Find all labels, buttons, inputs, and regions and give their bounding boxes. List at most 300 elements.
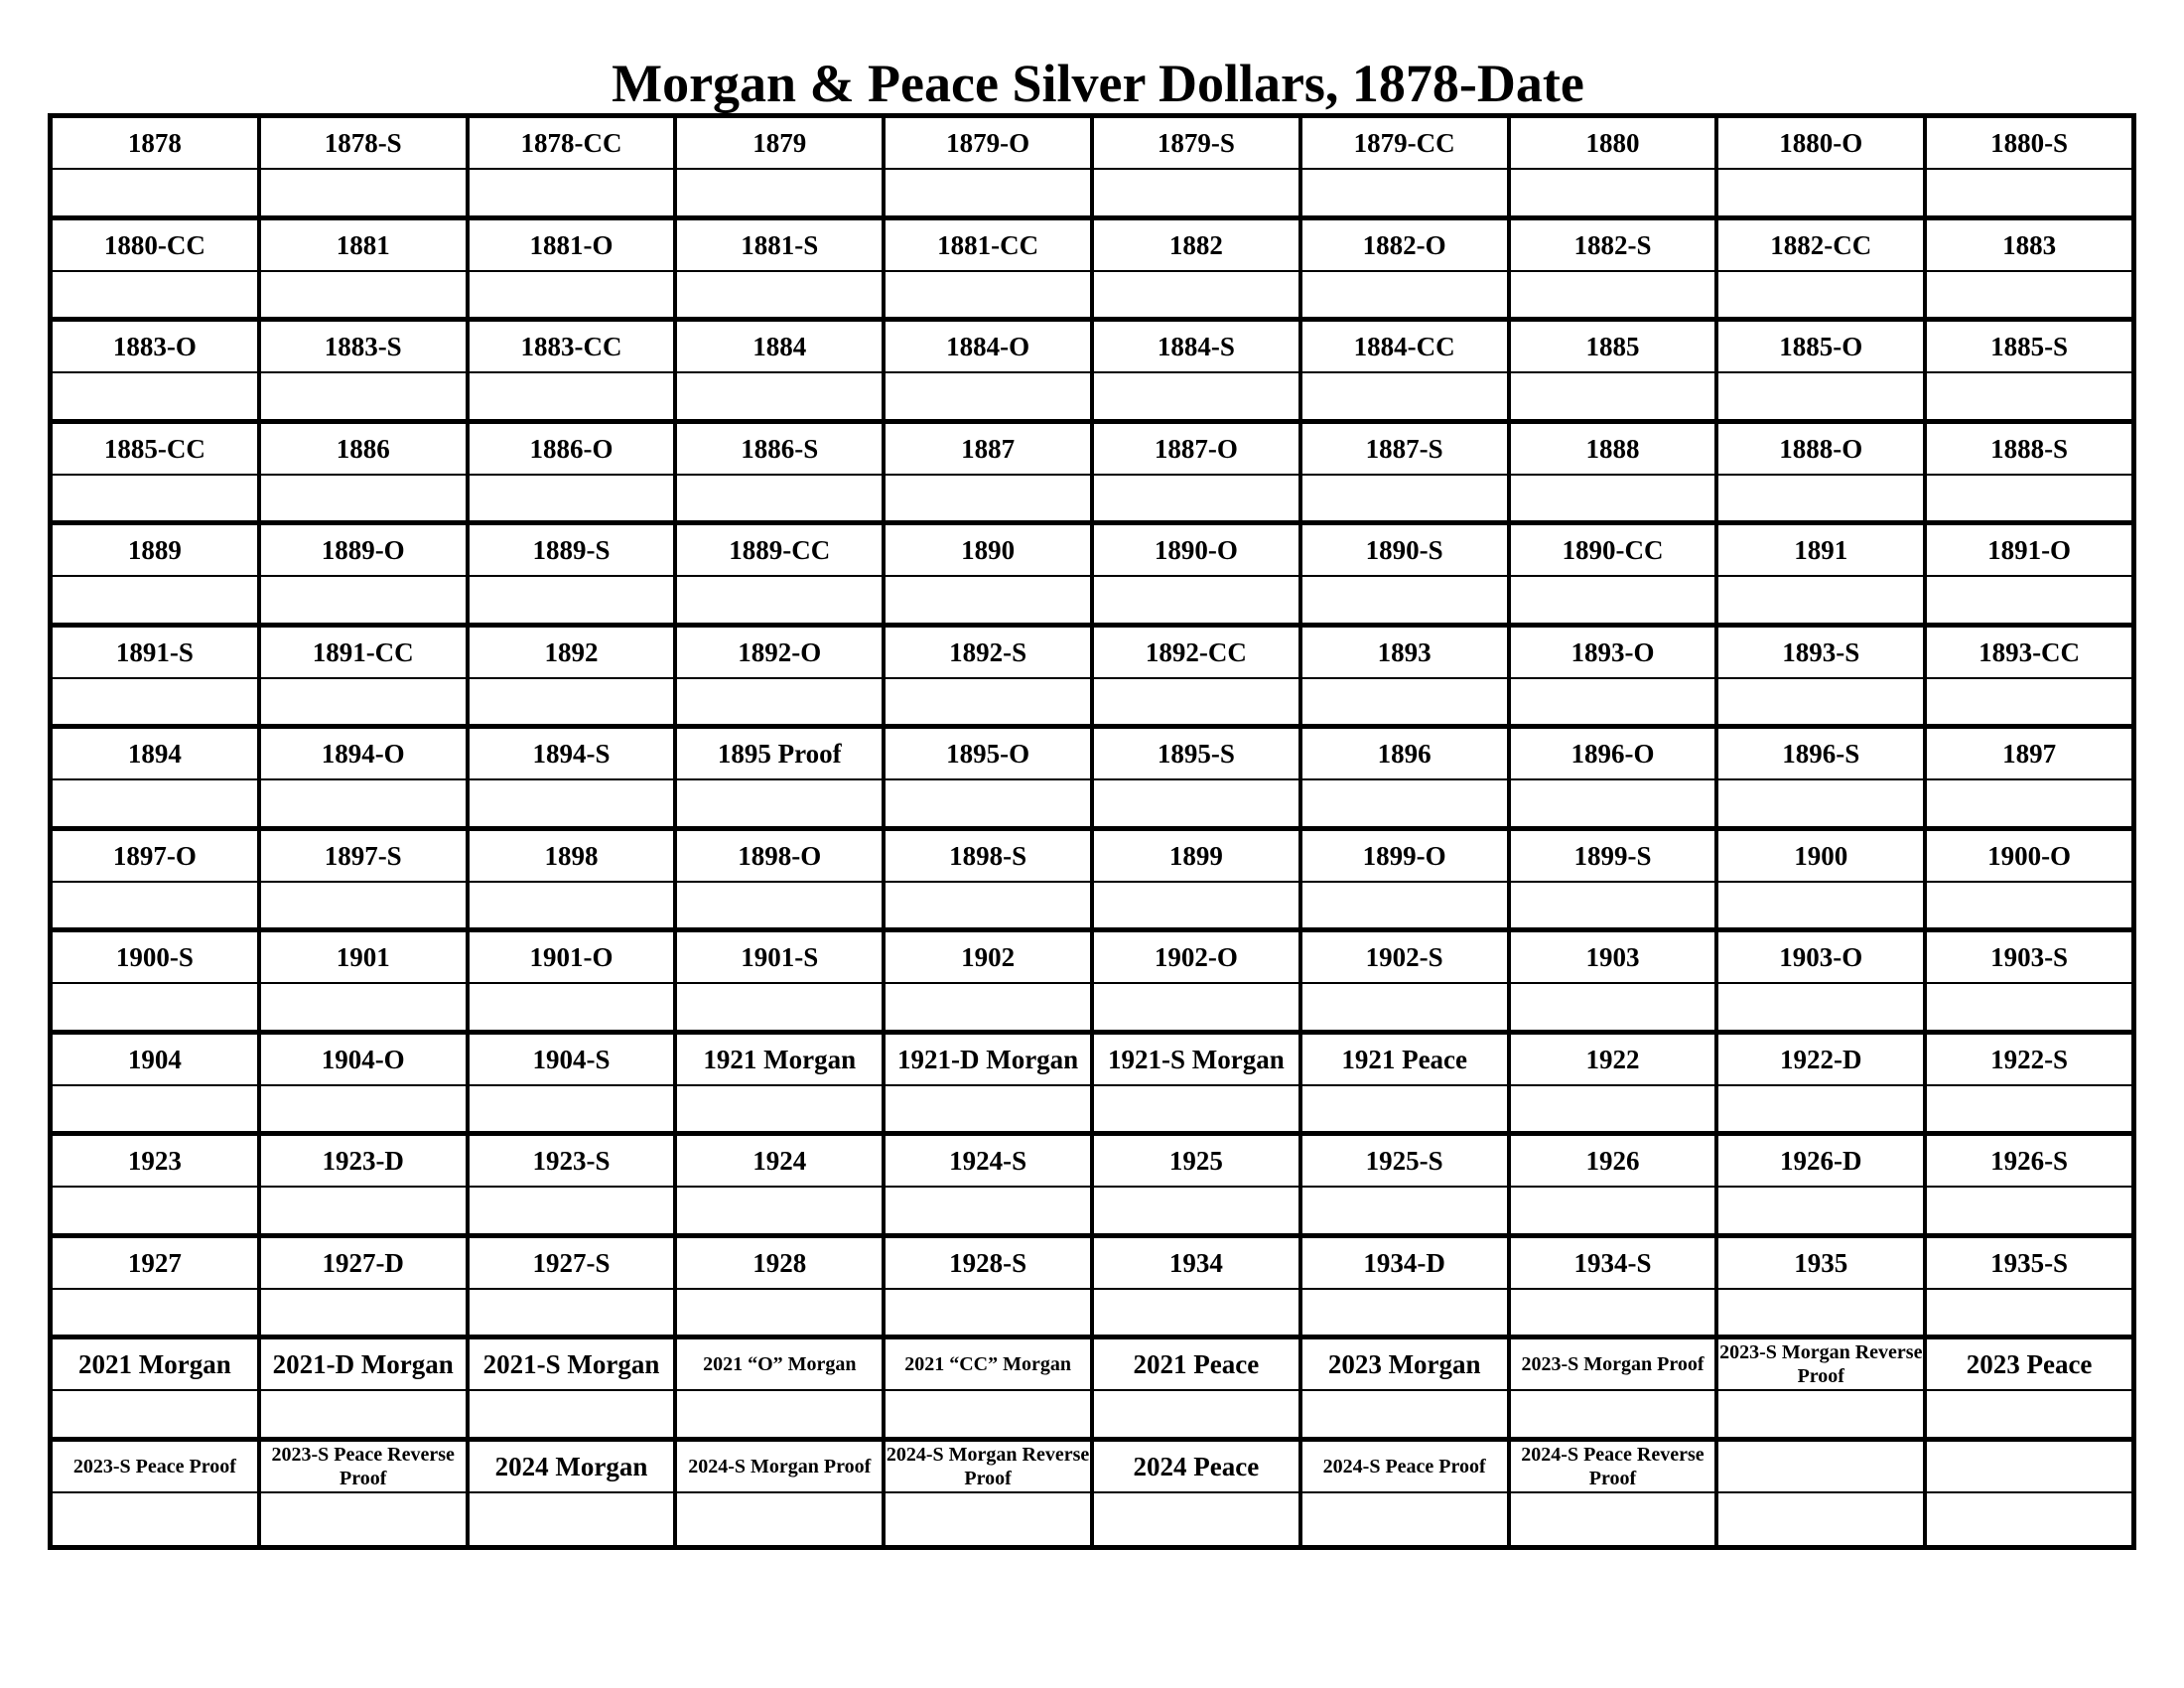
coin-label: 1893	[1302, 628, 1507, 679]
coin-entry-blank	[677, 780, 882, 826]
table-row	[53, 424, 2131, 526]
table-row	[53, 932, 2131, 1035]
coin-label: 1887	[886, 424, 1090, 476]
coin-entry-blank	[53, 780, 257, 826]
coin-entry-blank	[677, 883, 882, 928]
coin-label: 1881-S	[677, 220, 882, 272]
coin-cell	[677, 1136, 886, 1233]
coin-entry-blank	[1718, 373, 1923, 419]
coin-cell	[1094, 932, 1302, 1030]
coin-label: 1881	[261, 220, 466, 272]
coin-entry-blank	[53, 272, 257, 318]
coin-entry-blank	[1094, 577, 1298, 623]
coin-label: 1923-S	[470, 1136, 674, 1188]
coin-cell	[1511, 118, 1719, 215]
coin-entry-blank	[1718, 1290, 1923, 1336]
coin-entry-blank	[1511, 170, 1715, 215]
coin-entry-blank	[470, 780, 674, 826]
coin-label: 1878	[53, 118, 257, 170]
coin-entry-blank	[470, 1391, 674, 1437]
coin-entry-blank	[886, 1188, 1090, 1233]
coin-label: 1886	[261, 424, 466, 476]
coin-cell	[886, 831, 1094, 928]
coin-cell	[53, 1136, 261, 1233]
coin-cell	[1511, 1339, 1719, 1437]
table-row	[53, 220, 2131, 323]
coin-label: 1921-D Morgan	[886, 1035, 1090, 1086]
coin-entry-blank	[886, 272, 1090, 318]
coin-label: 1884-S	[1094, 322, 1298, 373]
coin-entry-blank	[470, 883, 674, 928]
coin-entry-blank	[1302, 984, 1507, 1030]
table-row	[53, 1238, 2131, 1340]
coin-cell	[1927, 1442, 2131, 1545]
coin-entry-blank	[470, 1493, 674, 1545]
coin-entry-blank	[470, 373, 674, 419]
coin-label: 1890	[886, 525, 1090, 577]
coin-entry-blank	[261, 984, 466, 1030]
coin-label: 1897-O	[53, 831, 257, 883]
coin-cell	[1511, 1136, 1719, 1233]
coin-cell	[1718, 118, 1927, 215]
coin-cell	[677, 1339, 886, 1437]
coin-cell	[53, 1238, 261, 1336]
coin-entry-blank	[886, 170, 1090, 215]
coin-label: 1879-CC	[1302, 118, 1507, 170]
coin-cell	[1927, 831, 2131, 928]
coin-cell	[261, 1136, 470, 1233]
coin-entry-blank	[1718, 1493, 1923, 1545]
coin-entry-blank	[677, 1290, 882, 1336]
coin-cell	[1511, 1035, 1719, 1132]
coin-cell	[470, 1136, 678, 1233]
coin-cell	[53, 525, 261, 623]
coin-cell	[677, 1238, 886, 1336]
coin-cell	[261, 1339, 470, 1437]
coin-entry-blank	[53, 883, 257, 928]
coin-entry-blank	[1511, 1086, 1715, 1132]
coin-entry-blank	[1302, 1391, 1507, 1437]
coin-entry-blank	[1927, 1188, 2131, 1233]
coin-entry-blank	[677, 1391, 882, 1437]
coin-cell	[677, 220, 886, 318]
coin-cell	[1302, 932, 1511, 1030]
coin-cell	[53, 118, 261, 215]
coin-entry-blank	[1094, 883, 1298, 928]
coin-label: 1881-CC	[886, 220, 1090, 272]
coin-cell	[1718, 1442, 1927, 1545]
coin-entry-blank	[53, 170, 257, 215]
coin-entry-blank	[1094, 1391, 1298, 1437]
coin-entry-blank	[1511, 883, 1715, 928]
coin-entry-blank	[261, 1290, 466, 1336]
coin-cell	[677, 1035, 886, 1132]
coin-label: 1922-S	[1927, 1035, 2131, 1086]
coin-entry-blank	[886, 1290, 1090, 1336]
coin-entry-blank	[1511, 476, 1715, 521]
coin-cell	[1302, 729, 1511, 826]
coin-entry-blank	[886, 577, 1090, 623]
coin-cell	[1718, 831, 1927, 928]
coin-cell	[1927, 424, 2131, 521]
coin-cell	[1927, 932, 2131, 1030]
coin-label: 1888-O	[1718, 424, 1923, 476]
coin-entry-blank	[1718, 679, 1923, 725]
coin-label: 1896-O	[1511, 729, 1715, 780]
coin-label: 1901-S	[677, 932, 882, 984]
coin-entry-blank	[261, 373, 466, 419]
coin-cell	[470, 729, 678, 826]
coin-entry-blank	[886, 1391, 1090, 1437]
coin-entry-blank	[261, 170, 466, 215]
coin-entry-blank	[1094, 984, 1298, 1030]
coin-entry-blank	[1927, 1493, 2131, 1545]
table-row	[53, 729, 2131, 831]
coin-entry-blank	[261, 1493, 466, 1545]
coin-label: 1887-O	[1094, 424, 1298, 476]
table-row	[53, 1035, 2131, 1137]
page-title: Morgan & Peace Silver Dollars, 1878-Date	[612, 54, 1584, 113]
coin-entry-blank	[1718, 1188, 1923, 1233]
coin-cell	[1511, 831, 1719, 928]
coin-label: 1900	[1718, 831, 1923, 883]
coin-entry-blank	[53, 577, 257, 623]
coin-label: 1897	[1927, 729, 2131, 780]
coin-label: 1890-O	[1094, 525, 1298, 577]
coin-entry-blank	[1094, 1086, 1298, 1132]
coin-entry-blank	[1718, 780, 1923, 826]
coin-entry-blank	[1718, 170, 1923, 215]
coin-entry-blank	[53, 1290, 257, 1336]
coin-label: 1883-S	[261, 322, 466, 373]
coin-cell	[1927, 729, 2131, 826]
coin-entry-blank	[1094, 1188, 1298, 1233]
coin-entry-blank	[261, 1188, 466, 1233]
coin-cell	[1094, 1442, 1302, 1545]
coin-entry-blank	[53, 1493, 257, 1545]
coin-cell	[470, 525, 678, 623]
coin-entry-blank	[1511, 1493, 1715, 1545]
coin-label: 1884-O	[886, 322, 1090, 373]
coin-label: 1935	[1718, 1238, 1923, 1290]
coin-cell	[1718, 1339, 1927, 1437]
coin-cell	[886, 1136, 1094, 1233]
coin-cell	[886, 729, 1094, 826]
coin-entry-blank	[677, 1493, 882, 1545]
coin-cell	[1927, 1238, 2131, 1336]
coin-cell	[677, 729, 886, 826]
coin-label: 1925	[1094, 1136, 1298, 1188]
coin-entry-blank	[53, 476, 257, 521]
coin-cell	[1511, 424, 1719, 521]
coin-cell	[1927, 1035, 2131, 1132]
coin-label: 1894	[53, 729, 257, 780]
coin-label: 1879-O	[886, 118, 1090, 170]
coin-label: 1934-D	[1302, 1238, 1507, 1290]
coin-entry-blank	[677, 373, 882, 419]
coin-entry-blank	[1511, 1391, 1715, 1437]
coin-label: 1902	[886, 932, 1090, 984]
coin-cell	[1094, 1339, 1302, 1437]
coin-entry-blank	[1094, 780, 1298, 826]
coin-label: 1928	[677, 1238, 882, 1290]
coin-cell	[1094, 628, 1302, 725]
coin-cell	[261, 1238, 470, 1336]
coin-cell	[261, 424, 470, 521]
coin-label: 1883-O	[53, 322, 257, 373]
coin-label: 1893-O	[1511, 628, 1715, 679]
coin-label: 1927-D	[261, 1238, 466, 1290]
coin-label: 1922	[1511, 1035, 1715, 1086]
coin-cell	[886, 1035, 1094, 1132]
coin-cell	[1302, 831, 1511, 928]
coin-cell	[1094, 1238, 1302, 1336]
coin-cell	[677, 118, 886, 215]
coin-label: 1885-O	[1718, 322, 1923, 373]
coin-entry-blank	[1927, 170, 2131, 215]
coin-label: 1926	[1511, 1136, 1715, 1188]
coin-cell	[1094, 220, 1302, 318]
coin-entry-blank	[1927, 883, 2131, 928]
coin-label: 2024 Peace	[1094, 1442, 1298, 1493]
coin-label: 1883-CC	[470, 322, 674, 373]
coin-label: 1894-O	[261, 729, 466, 780]
coin-entry-blank	[1302, 170, 1507, 215]
coin-entry-blank	[1718, 272, 1923, 318]
coin-entry-blank	[1927, 577, 2131, 623]
coin-cell	[1927, 1136, 2131, 1233]
coin-cell	[1718, 424, 1927, 521]
coin-cell	[53, 628, 261, 725]
coin-label: 1893-S	[1718, 628, 1923, 679]
coin-entry-blank	[1511, 780, 1715, 826]
coin-label: 1901-O	[470, 932, 674, 984]
coin-entry-blank	[1094, 170, 1298, 215]
coin-cell	[1718, 1136, 1927, 1233]
coin-entry-blank	[261, 1391, 466, 1437]
coin-cell	[886, 322, 1094, 419]
coin-label: 1895-O	[886, 729, 1090, 780]
coin-entry-blank	[261, 577, 466, 623]
coin-cell	[261, 220, 470, 318]
coin-entry-blank	[886, 780, 1090, 826]
coin-label: 1903-O	[1718, 932, 1923, 984]
coin-entry-blank	[1927, 476, 2131, 521]
coin-entry-blank	[886, 984, 1090, 1030]
coin-label: 1891-S	[53, 628, 257, 679]
coin-entry-blank	[1718, 476, 1923, 521]
coin-label: 1885	[1511, 322, 1715, 373]
coin-cell	[677, 628, 886, 725]
coin-cell	[1927, 1339, 2131, 1437]
coin-label: 1901	[261, 932, 466, 984]
coin-cell	[886, 932, 1094, 1030]
coin-label: 2024-S Peace Proof	[1302, 1442, 1507, 1493]
coin-cell	[53, 729, 261, 826]
coin-entry-blank	[470, 1188, 674, 1233]
coin-cell	[470, 118, 678, 215]
coin-entry-blank	[1094, 272, 1298, 318]
coin-cell	[1302, 1136, 1511, 1233]
coin-cell	[677, 322, 886, 419]
coin-entry-blank	[1718, 1086, 1923, 1132]
coin-label: 1883	[1927, 220, 2131, 272]
coin-label: 1895 Proof	[677, 729, 882, 780]
table-row	[53, 831, 2131, 933]
coin-entry-blank	[470, 1086, 674, 1132]
coin-cell	[1718, 322, 1927, 419]
coin-label: 2024 Morgan	[470, 1442, 674, 1493]
coin-cell	[1094, 322, 1302, 419]
coin-entry-blank	[1927, 1290, 2131, 1336]
coin-cell	[1927, 220, 2131, 318]
coin-cell	[1511, 729, 1719, 826]
coin-label: 1921 Peace	[1302, 1035, 1507, 1086]
coin-entry-blank	[1302, 1188, 1507, 1233]
coin-cell	[261, 831, 470, 928]
coin-label: 1899-O	[1302, 831, 1507, 883]
coin-label: 1904-O	[261, 1035, 466, 1086]
coin-cell	[1094, 1136, 1302, 1233]
coin-entry-blank	[677, 679, 882, 725]
coin-label: 1902-S	[1302, 932, 1507, 984]
coin-entry-blank	[886, 679, 1090, 725]
coin-label: 1889	[53, 525, 257, 577]
coin-entry-blank	[1927, 1391, 2131, 1437]
coin-label: 1879-S	[1094, 118, 1298, 170]
coin-cell	[1094, 525, 1302, 623]
coin-cell	[261, 932, 470, 1030]
coin-label: 1886-O	[470, 424, 674, 476]
coin-label: 1882-CC	[1718, 220, 1923, 272]
coin-label: 1926-S	[1927, 1136, 2131, 1188]
coin-cell	[1302, 628, 1511, 725]
coin-label: 1921-S Morgan	[1094, 1035, 1298, 1086]
coin-label: 2023 Peace	[1927, 1339, 2131, 1391]
coin-label: 1926-D	[1718, 1136, 1923, 1188]
coin-cell	[886, 1238, 1094, 1336]
coin-cell	[261, 322, 470, 419]
coin-label: 2023-S Peace Proof	[53, 1442, 257, 1493]
coin-entry-blank	[1511, 577, 1715, 623]
coin-cell	[1094, 118, 1302, 215]
coin-label: 1892-CC	[1094, 628, 1298, 679]
coin-cell	[53, 1035, 261, 1132]
coin-entry-blank	[1927, 373, 2131, 419]
coin-entry-blank	[53, 1391, 257, 1437]
coin-label: 1894-S	[470, 729, 674, 780]
coin-entry-blank	[677, 1188, 882, 1233]
coin-label: 1885-CC	[53, 424, 257, 476]
coin-cell	[1511, 628, 1719, 725]
coin-cell	[470, 1035, 678, 1132]
coin-cell	[1927, 322, 2131, 419]
coin-cell	[1511, 322, 1719, 419]
coin-entry-blank	[470, 1290, 674, 1336]
coin-entry-blank	[1302, 577, 1507, 623]
coin-label: 1895-S	[1094, 729, 1298, 780]
coin-cell	[470, 322, 678, 419]
coin-entry-blank	[1302, 1493, 1507, 1545]
coin-entry-blank	[470, 476, 674, 521]
coin-cell	[1718, 628, 1927, 725]
coin-entry-blank	[261, 679, 466, 725]
table-row	[53, 1442, 2131, 1545]
coin-cell	[886, 220, 1094, 318]
coin-label: 1884-CC	[1302, 322, 1507, 373]
coin-label: 1900-S	[53, 932, 257, 984]
coin-label: 1904	[53, 1035, 257, 1086]
coin-label: 1885-S	[1927, 322, 2131, 373]
coin-cell	[261, 729, 470, 826]
coin-entry-blank	[261, 272, 466, 318]
coin-cell	[261, 1442, 470, 1545]
coin-cell	[677, 932, 886, 1030]
coin-label: 1890-S	[1302, 525, 1507, 577]
coin-cell	[1511, 1442, 1719, 1545]
coin-label: 1891	[1718, 525, 1923, 577]
coin-cell	[1302, 118, 1511, 215]
coin-entry-blank	[1094, 373, 1298, 419]
coin-label: 1888-S	[1927, 424, 2131, 476]
coin-label: 2024-S Peace Reverse Proof	[1511, 1442, 1715, 1493]
coin-entry-blank	[677, 1086, 882, 1132]
coin-label: 1903	[1511, 932, 1715, 984]
coin-entry-blank	[677, 476, 882, 521]
coin-entry-blank	[53, 1188, 257, 1233]
table-row	[53, 1136, 2131, 1238]
coin-cell	[1302, 525, 1511, 623]
coin-label: 1934	[1094, 1238, 1298, 1290]
coin-entry-blank	[1302, 1290, 1507, 1336]
coin-label: 1898	[470, 831, 674, 883]
coin-label: 1889-CC	[677, 525, 882, 577]
coin-entry-blank	[1302, 883, 1507, 928]
coin-cell	[1094, 831, 1302, 928]
coin-cell	[1927, 525, 2131, 623]
coin-label: 1927	[53, 1238, 257, 1290]
coin-label: 2021 Morgan	[53, 1339, 257, 1391]
coin-cell	[261, 628, 470, 725]
coin-label: 2023 Morgan	[1302, 1339, 1507, 1391]
coin-entry-blank	[1511, 373, 1715, 419]
coin-label: 1903-S	[1927, 932, 2131, 984]
coin-entry-blank	[470, 170, 674, 215]
coin-cell	[677, 525, 886, 623]
coin-label: 1896-S	[1718, 729, 1923, 780]
coin-cell	[677, 831, 886, 928]
coin-label	[1718, 1442, 1923, 1493]
coin-entry-blank	[1718, 577, 1923, 623]
coin-entry-blank	[1511, 984, 1715, 1030]
coin-label: 1928-S	[886, 1238, 1090, 1290]
coin-entry-blank	[1511, 1188, 1715, 1233]
coin-cell	[1718, 1238, 1927, 1336]
coin-cell	[470, 932, 678, 1030]
coin-label: 2024-S Morgan Proof	[677, 1442, 882, 1493]
coin-label: 1880	[1511, 118, 1715, 170]
coin-cell	[1927, 118, 2131, 215]
coin-label: 1925-S	[1302, 1136, 1507, 1188]
coin-label: 1888	[1511, 424, 1715, 476]
coin-label: 2023-S Morgan Reverse Proof	[1718, 1339, 1923, 1391]
coin-label: 1902-O	[1094, 932, 1298, 984]
table-row	[53, 1339, 2131, 1442]
coin-entry-blank	[1302, 679, 1507, 725]
coin-cell	[470, 424, 678, 521]
coin-entry-blank	[261, 1086, 466, 1132]
coin-cell	[1927, 628, 2131, 725]
